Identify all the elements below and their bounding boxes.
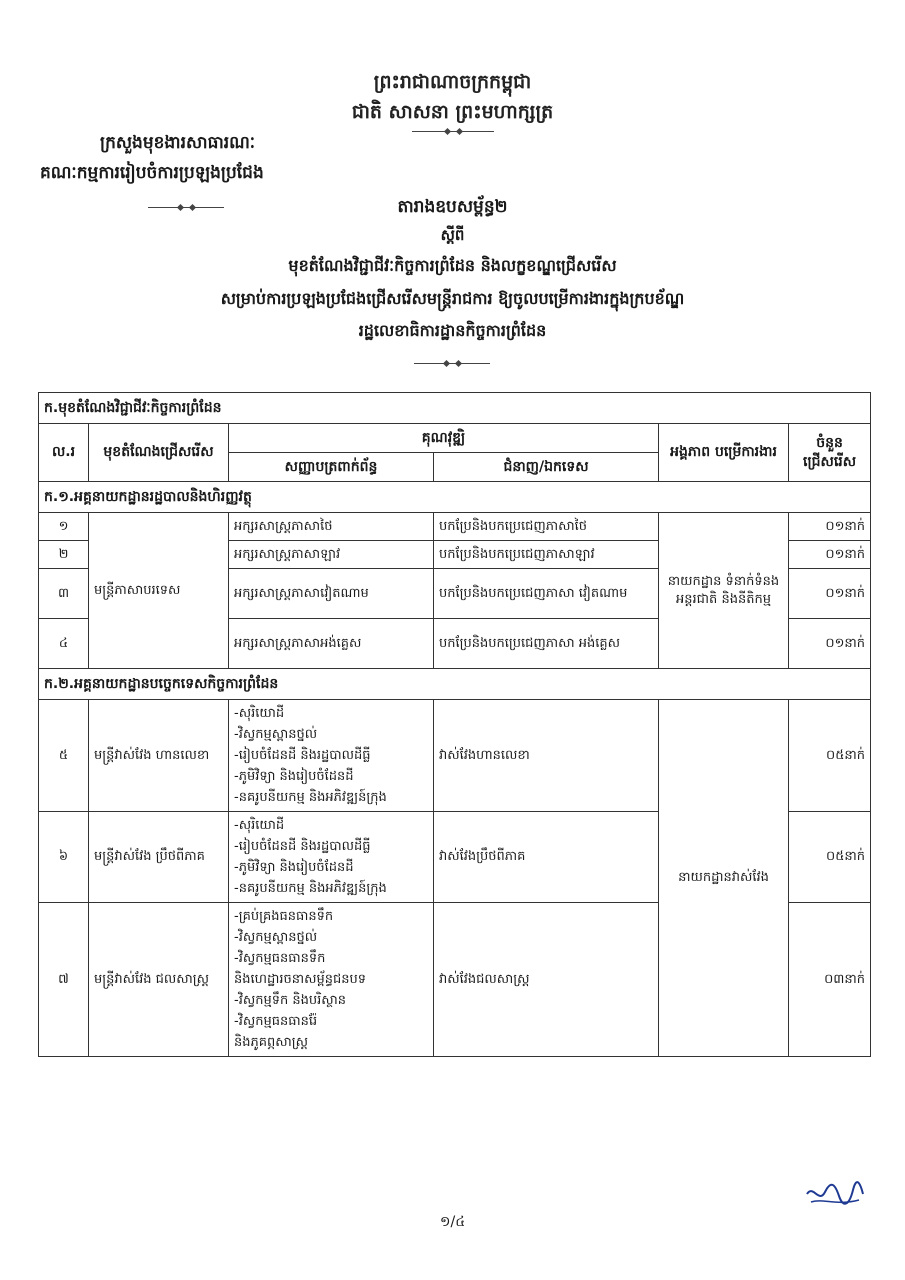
row-skill: វាស់វែងហានលេខា bbox=[434, 700, 659, 812]
diploma-item: -ភូមិវិទ្យា និងរៀបចំដែនដី bbox=[234, 860, 354, 875]
row-no: ៤ bbox=[39, 619, 89, 669]
row-diploma: អក្សរសាស្ត្រភាសាថៃ bbox=[229, 513, 434, 541]
ornament-divider bbox=[414, 363, 490, 364]
ornament-divider bbox=[412, 131, 494, 132]
row-count: ០៣នាក់ bbox=[789, 903, 871, 1057]
document-title-line-1: មុខតំណែងវិជ្ជាជីវៈកិច្ចការព្រំដែន និងលក្ខខណ្ឌជ្រើសរើស bbox=[288, 256, 617, 275]
section-header-1 bbox=[39, 482, 871, 513]
section-header-main bbox=[39, 393, 871, 424]
table-row bbox=[39, 700, 871, 812]
row-position: មន្ត្រីវាស់វែង ហានលេខា bbox=[89, 700, 229, 812]
row-no: ៥ bbox=[39, 700, 89, 812]
section-title: ក.មុខតំណែងវិជ្ជាជីវៈកិច្ចការព្រំដែន bbox=[39, 393, 871, 424]
diploma-item: -សុរិយោដី bbox=[234, 706, 285, 721]
page-number: ១/៤ bbox=[439, 1214, 466, 1230]
row-unit: នាយកដ្ឋានវាស់វែង bbox=[659, 700, 789, 1057]
row-diploma: អក្សរសាស្ត្រភាសាឡាវ bbox=[229, 541, 434, 569]
diploma-item: -វិស្វកម្មស្ពានថ្នល់ bbox=[234, 930, 318, 945]
document-title-line-2: សម្រាប់ការប្រឡងប្រជែងជ្រើសរើសមន្ត្រីរាជការ ឱ្យចូលបម្រើការងារក្នុងក្របខ័ណ្ឌ bbox=[220, 289, 685, 308]
diploma-item: -វិស្វកម្មទឹក និងបរិស្ថាន bbox=[234, 993, 346, 1008]
header-diploma: សញ្ញាបត្រពាក់ព័ន្ធ bbox=[229, 453, 434, 482]
diploma-item: -ភូមិវិទ្យា និងរៀបចំដែនដី bbox=[234, 769, 354, 784]
row-count: ០១នាក់ bbox=[789, 569, 871, 619]
header-qualification: គុណវុឌ្ឍិ bbox=[229, 424, 659, 453]
section-header-2 bbox=[39, 669, 871, 700]
positions-table bbox=[38, 392, 871, 1057]
initials-signature bbox=[803, 1180, 865, 1208]
diploma-item: -វិស្វកម្មស្ពានថ្នល់ bbox=[234, 727, 318, 742]
row-no: ៧ bbox=[39, 903, 89, 1057]
row-no: ៣ bbox=[39, 569, 89, 619]
row-count: ០១នាក់ bbox=[789, 513, 871, 541]
section-title: ក.១.អគ្គនាយកដ្ឋានរដ្ឋបាលនិងហិរញ្ញវត្ថុ bbox=[39, 482, 871, 513]
row-count: ០១នាក់ bbox=[789, 541, 871, 569]
about-label: ស្តីពី bbox=[440, 226, 465, 244]
header-skill: ជំនាញ/ឯកទេស bbox=[434, 453, 659, 482]
diploma-item: និងភូគព្ភសាស្ត្រ bbox=[234, 1035, 309, 1050]
row-skill: បកប្រែនិងបកប្រេជេញភាសា អង់គ្លេស bbox=[434, 619, 659, 669]
diploma-item: -វិស្វកម្មធនធានទឹក bbox=[234, 951, 326, 966]
committee-name: គណៈកម្មការរៀបចំការប្រឡងប្រជែង bbox=[40, 163, 264, 183]
row-no: ៦ bbox=[39, 812, 89, 903]
row-unit: នាយកដ្ឋាន ទំនាក់ទំនងអន្តរជាតិ និងនីតិកម្ម bbox=[659, 513, 789, 669]
diploma-item: -នគរូបនីយកម្ម និងអភិវឌ្ឍន៍ក្រុង bbox=[234, 790, 387, 805]
header-count: ចំនួន ជ្រើសរើស bbox=[789, 424, 871, 482]
row-skill: បកប្រែនិងបកប្រេជេញភាសាឡាវ bbox=[434, 541, 659, 569]
diploma-item: -វិស្វកម្មធនធានរ៉ែ bbox=[234, 1014, 318, 1029]
diploma-item: -គ្រប់គ្រងធនធានទឹក bbox=[234, 909, 334, 924]
national-motto: ជាតិ សាសនា ព្រះមហាក្សត្រ bbox=[351, 101, 554, 123]
row-diploma-list bbox=[229, 903, 434, 1057]
header-no: ល.រ bbox=[39, 424, 89, 482]
row-diploma: អក្សរសាស្ត្រភាសាអង់គ្លេស bbox=[229, 619, 434, 669]
header-unit: អង្គភាព បម្រើការងារ bbox=[659, 424, 789, 482]
row-diploma: អក្សរសាស្ត្រភាសាវៀតណាម bbox=[229, 569, 434, 619]
row-position: មន្ត្រីវាស់វែង ប្រឹថពីភាគ bbox=[89, 812, 229, 903]
row-no: ២ bbox=[39, 541, 89, 569]
diploma-item: -សុរិយោដី bbox=[234, 818, 285, 833]
row-count: ០១នាក់ bbox=[789, 619, 871, 669]
document-title-line-3: រដ្ឋលេខាធិការដ្ឋានកិច្ចការព្រំដែន bbox=[358, 321, 547, 340]
row-count: ០៥នាក់ bbox=[789, 700, 871, 812]
row-no: ១ bbox=[39, 513, 89, 541]
diploma-item: -រៀបចំដែនដី និងរដ្ឋបាលដីធ្លី bbox=[234, 748, 371, 763]
row-diploma-list bbox=[229, 812, 434, 903]
row-count: ០៥នាក់ bbox=[789, 812, 871, 903]
row-position: មន្ត្រីវាស់វែង ជលសាស្ត្រ bbox=[89, 903, 229, 1057]
ministry-name: ក្រសួងមុខងារសាធារណៈ bbox=[100, 133, 256, 153]
section-title: ក.២.អគ្គនាយកដ្ឋានបច្ចេកទេសកិច្ចការព្រំដែន bbox=[39, 669, 871, 700]
header-position: មុខតំណែងជ្រើសរើស bbox=[89, 424, 229, 482]
row-skill: បកប្រែនិងបកប្រេជេញភាសា វៀតណាម bbox=[434, 569, 659, 619]
annex-title: តារាងឧបសម្ព័ន្ធ២ bbox=[397, 197, 508, 217]
row-skill: វាស់វែងប្រឹថពីភាគ bbox=[434, 812, 659, 903]
diploma-item: និងហេដ្ឋារចនាសម្ព័ន្ធជនបទ bbox=[234, 972, 367, 987]
row-position: មន្ត្រីភាសាបរទេស bbox=[89, 513, 229, 669]
table-row bbox=[39, 513, 871, 541]
row-skill: បកប្រែនិងបកប្រេជេញភាសាថៃ bbox=[434, 513, 659, 541]
table-header-row bbox=[39, 424, 871, 453]
row-diploma-list bbox=[229, 700, 434, 812]
diploma-item: -នគរូបនីយកម្ម និងអភិវឌ្ឍន៍ក្រុង bbox=[234, 881, 387, 896]
row-skill: វាស់វែងជលសាស្ត្រ bbox=[434, 903, 659, 1057]
kingdom-title: ព្រះរាជាណាចក្រកម្ពុជា bbox=[373, 71, 532, 93]
diploma-item: -រៀបចំដែនដី និងរដ្ឋបាលដីធ្លី bbox=[234, 839, 371, 854]
